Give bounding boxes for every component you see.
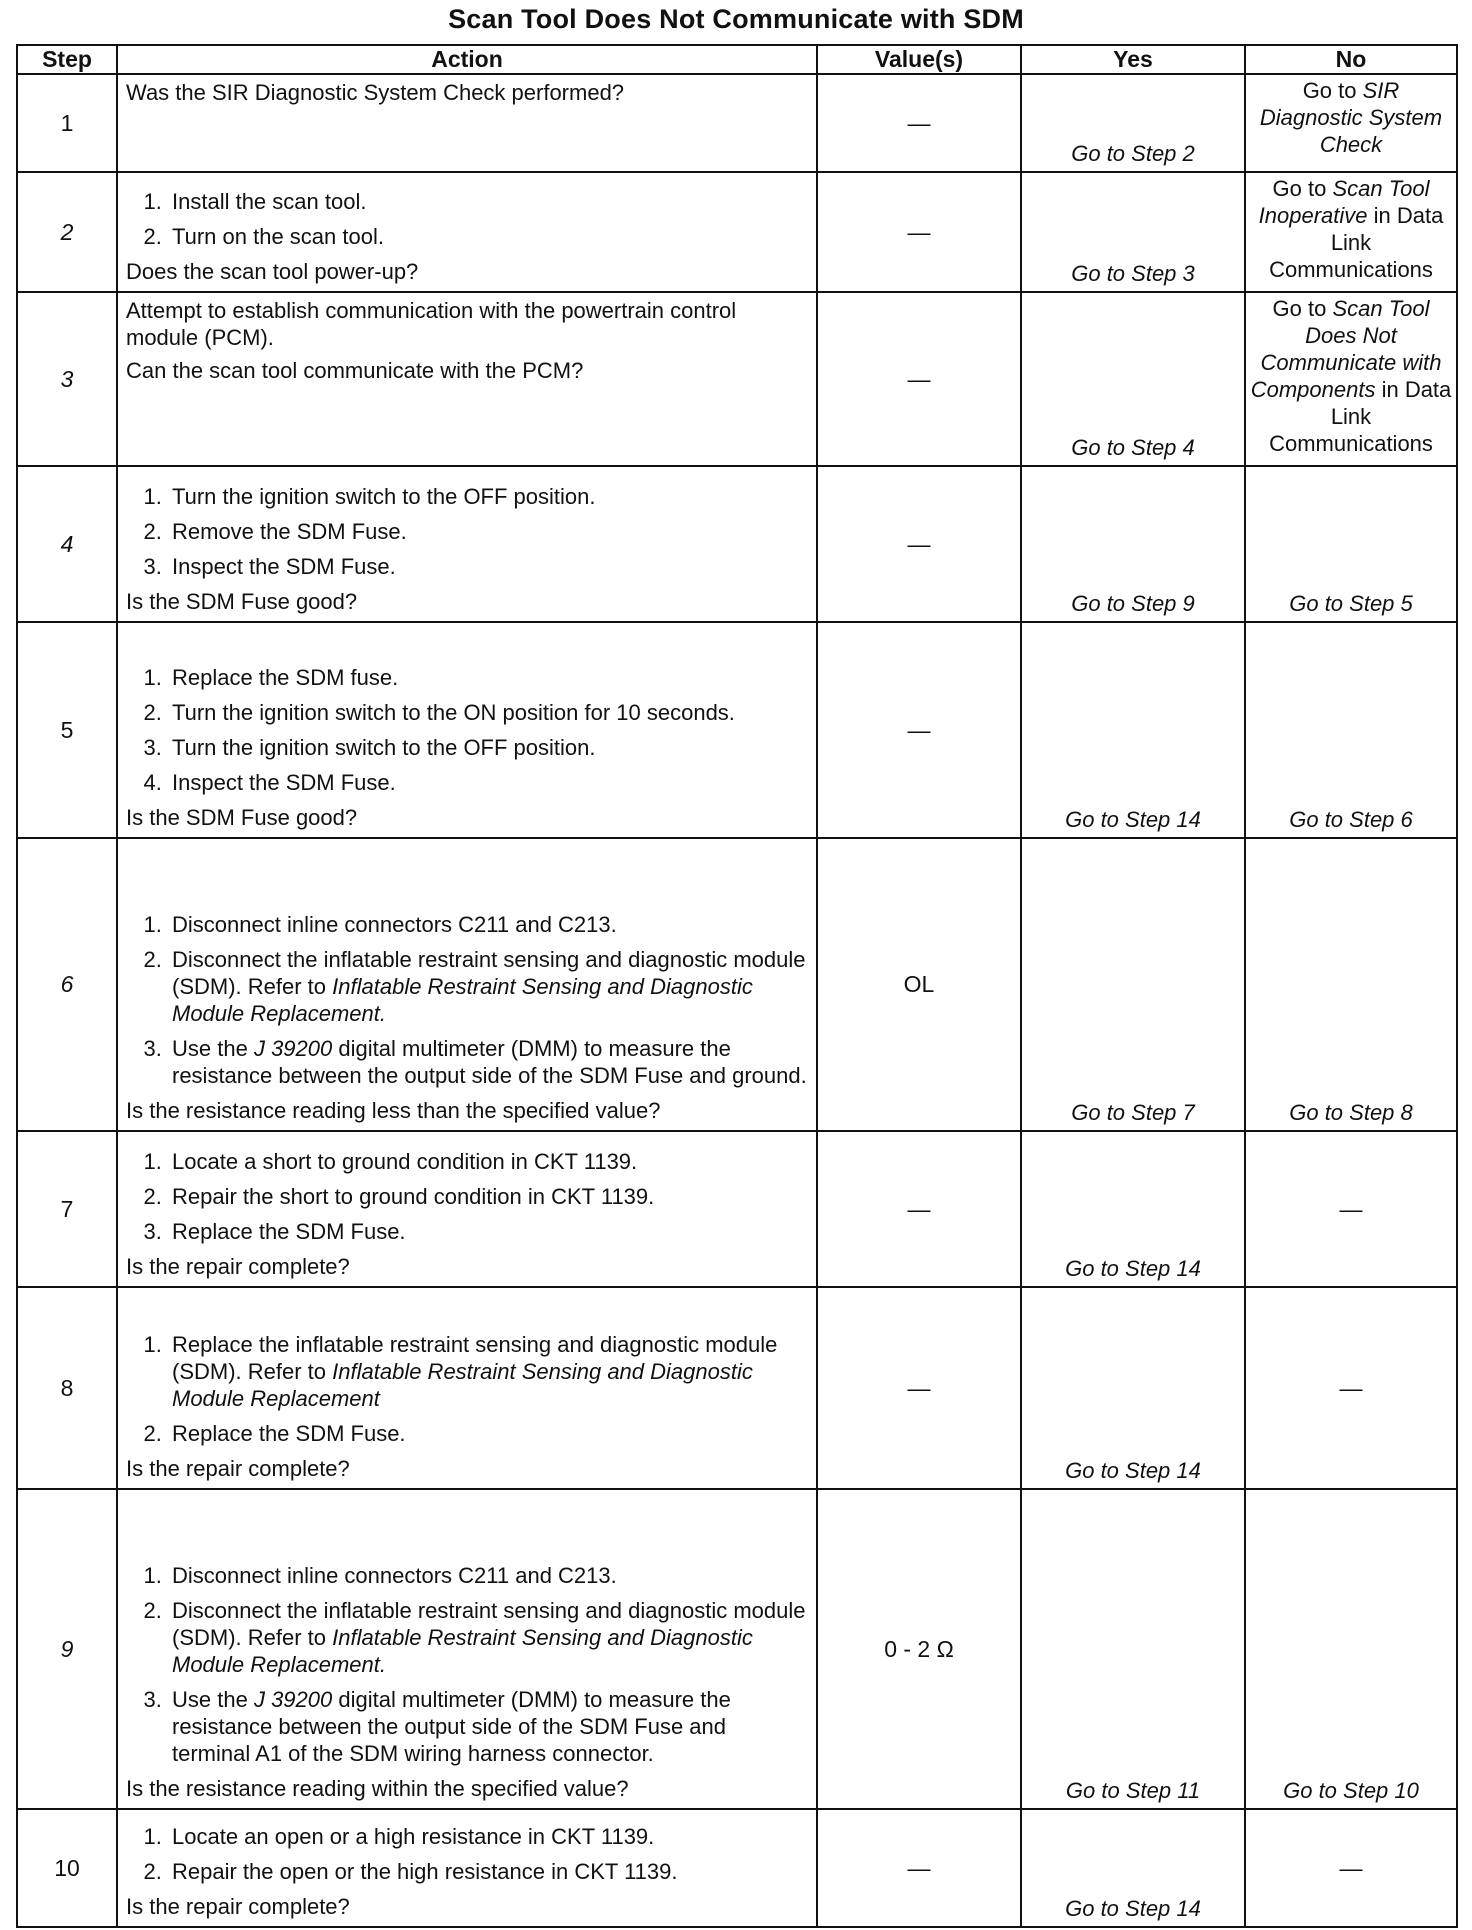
action-cell [117,1131,817,1287]
action-steps [126,664,808,796]
action-step-item [168,1597,808,1678]
value-cell: — [817,292,1021,466]
action-step-item: 2. Replace the SDM Fuse. [168,1420,808,1447]
table-row [17,74,1457,172]
diagnostic-table [16,44,1458,1928]
header-action: Action [117,45,817,74]
action-cell [117,838,817,1131]
action-step-reference: Inflatable Restraint Sensing and Diagnostic Module Replacement. [172,1625,753,1677]
action-question: Is the SDM Fuse good? [126,589,358,614]
yes-cell: Go to Step 4 [1021,292,1245,466]
action-step-item [168,1686,808,1767]
action-cell [117,1287,817,1489]
step-number: 10 [17,1809,117,1927]
step-number: 7 [17,1131,117,1287]
no-cell: — [1245,1287,1457,1489]
no-suffix: in Data Link Communications [1269,203,1444,282]
action-steps [126,483,808,580]
action-steps [126,1331,808,1447]
action-step-item: 4. Inspect the SDM Fuse. [168,769,808,796]
action-cell [117,74,817,172]
table-row [17,466,1457,622]
step-number: 6 [17,838,117,1131]
value-cell: — [817,1287,1021,1489]
tool-reference: J 39200 [253,1036,333,1061]
action-question: Is the repair complete? [126,1894,350,1919]
table-row [17,1287,1457,1489]
no-reference: SIR Diagnostic System Check [1259,78,1443,157]
action-question: Does the scan tool power-up? [126,259,419,284]
value-cell: — [817,622,1021,838]
no-cell: Go to Step 8 [1245,838,1457,1131]
action-steps [126,188,808,250]
no-prefix: Go to [1302,78,1357,103]
header-row [17,45,1457,74]
table-row [17,1131,1457,1287]
action-question: Is the resistance reading within the specified value? [126,1776,629,1801]
header-values: Value(s) [817,45,1021,74]
tool-reference: J 39200 [253,1687,333,1712]
action-steps [126,911,808,1089]
value-cell: — [817,1809,1021,1927]
header-step: Step [17,45,117,74]
action-cell [117,622,817,838]
action-question: Can the scan tool communicate with the PCM? [126,358,584,383]
step-number: 3 [17,292,117,466]
header-no: No [1245,45,1457,74]
action-step-text: Disconnect the inflatable restraint sensing and diagnostic module (SDM). Refer to [172,1598,806,1650]
no-cell [1245,292,1457,466]
action-step-item: 1. Disconnect inline connectors C211 and C213. [168,911,808,938]
value-cell: 0 - 2 Ω [817,1489,1021,1809]
action-step-reference: Inflatable Restraint Sensing and Diagnostic Module Replacement. [172,974,753,1026]
action-cell [117,1489,817,1809]
value-cell: — [817,1131,1021,1287]
no-prefix: Go to [1272,176,1327,201]
action-step-text: digital multimeter (DMM) to measure the resistance between the output side of the SDM Fuse and ground. [172,1036,807,1088]
no-reference: Scan Tool Inoperative [1258,176,1430,228]
yes-cell: Go to Step 14 [1021,1131,1245,1287]
action-step-item [168,1035,808,1089]
no-cell: — [1245,1131,1457,1287]
header-yes: Yes [1021,45,1245,74]
action-step-item: 1. Install the scan tool. [168,188,808,215]
table-row [17,838,1457,1131]
no-cell: — [1245,1809,1457,1927]
action-steps [126,1148,808,1245]
yes-cell: Go to Step 11 [1021,1489,1245,1809]
action-question: Is the resistance reading less than the specified value? [126,1098,661,1123]
yes-cell: Go to Step 7 [1021,838,1245,1131]
value-cell: — [817,74,1021,172]
action-step-item: 2. Turn on the scan tool. [168,223,808,250]
action-cell [117,466,817,622]
action-step-text: Disconnect the inflatable restraint sensing and diagnostic module (SDM). Refer to [172,947,806,999]
action-question: Is the repair complete? [126,1456,350,1481]
action-text: Was the SIR Diagnostic System Check performed? [126,80,625,105]
step-number: 4 [17,466,117,622]
yes-cell: Go to Step 14 [1021,622,1245,838]
table-row [17,622,1457,838]
action-step-item: 2. Remove the SDM Fuse. [168,518,808,545]
value-cell: — [817,172,1021,292]
action-text: Attempt to establish communication with the powertrain control module (PCM). [126,298,737,350]
table-title: Scan Tool Does Not Communicate with SDM [448,4,1024,34]
no-cell [1245,74,1457,172]
value-cell: — [817,466,1021,622]
yes-cell: Go to Step 14 [1021,1287,1245,1489]
yes-cell: Go to Step 3 [1021,172,1245,292]
yes-cell: Go to Step 2 [1021,74,1245,172]
no-cell [1245,172,1457,292]
value-cell: OL [817,838,1021,1131]
action-step-item: 3. Turn the ignition switch to the OFF position. [168,734,808,761]
action-step-item: 3. Replace the SDM Fuse. [168,1218,808,1245]
step-number: 1 [17,74,117,172]
action-cell [117,172,817,292]
no-cell: Go to Step 5 [1245,466,1457,622]
yes-cell: Go to Step 14 [1021,1809,1245,1927]
action-question: Is the SDM Fuse good? [126,805,358,830]
table-row [17,172,1457,292]
action-step-text: Use the [172,1036,248,1061]
action-step-item: 1. Replace the SDM fuse. [168,664,808,691]
action-step-item [168,1331,808,1412]
action-step-reference: Inflatable Restraint Sensing and Diagnostic Module Replacement [172,1359,753,1411]
action-step-text: Replace the inflatable restraint sensing and diagnostic module (SDM). Refer to [172,1332,778,1384]
no-cell: Go to Step 6 [1245,622,1457,838]
action-step-item [168,946,808,1027]
step-number: 8 [17,1287,117,1489]
action-question: Is the repair complete? [126,1254,350,1279]
action-step-item: 2. Turn the ignition switch to the ON position for 10 seconds. [168,699,808,726]
action-step-item: 1. Locate an open or a high resistance in CKT 1139. [168,1823,808,1850]
action-step-item: 1. Locate a short to ground condition in CKT 1139. [168,1148,808,1175]
action-step-text: Use the [172,1687,248,1712]
action-step-item: 2. Repair the short to ground condition in CKT 1139. [168,1183,808,1210]
table-row [17,292,1457,466]
action-cell [117,292,817,466]
action-step-item: 1. Turn the ignition switch to the OFF position. [168,483,808,510]
action-step-text: digital multimeter (DMM) to measure the resistance between the output side of the SDM Fuse and terminal A1 of the SDM wiring harness connector. [172,1687,731,1766]
yes-cell: Go to Step 9 [1021,466,1245,622]
action-step-item: 2. Repair the open or the high resistance in CKT 1139. [168,1858,808,1885]
action-step-item: 3. Inspect the SDM Fuse. [168,553,808,580]
no-suffix: in Data Link Communications [1269,377,1452,456]
step-number: 2 [17,172,117,292]
table-row [17,1489,1457,1809]
no-prefix: Go to [1272,296,1327,321]
step-number: 5 [17,622,117,838]
no-reference: Scan Tool Does Not Communicate with Components [1250,296,1442,402]
action-steps [126,1823,808,1885]
action-step-item: 1. Disconnect inline connectors C211 and C213. [168,1562,808,1589]
no-cell: Go to Step 10 [1245,1489,1457,1809]
table-row [17,1809,1457,1927]
action-cell [117,1809,817,1927]
action-steps [126,1562,808,1767]
step-number: 9 [17,1489,117,1809]
